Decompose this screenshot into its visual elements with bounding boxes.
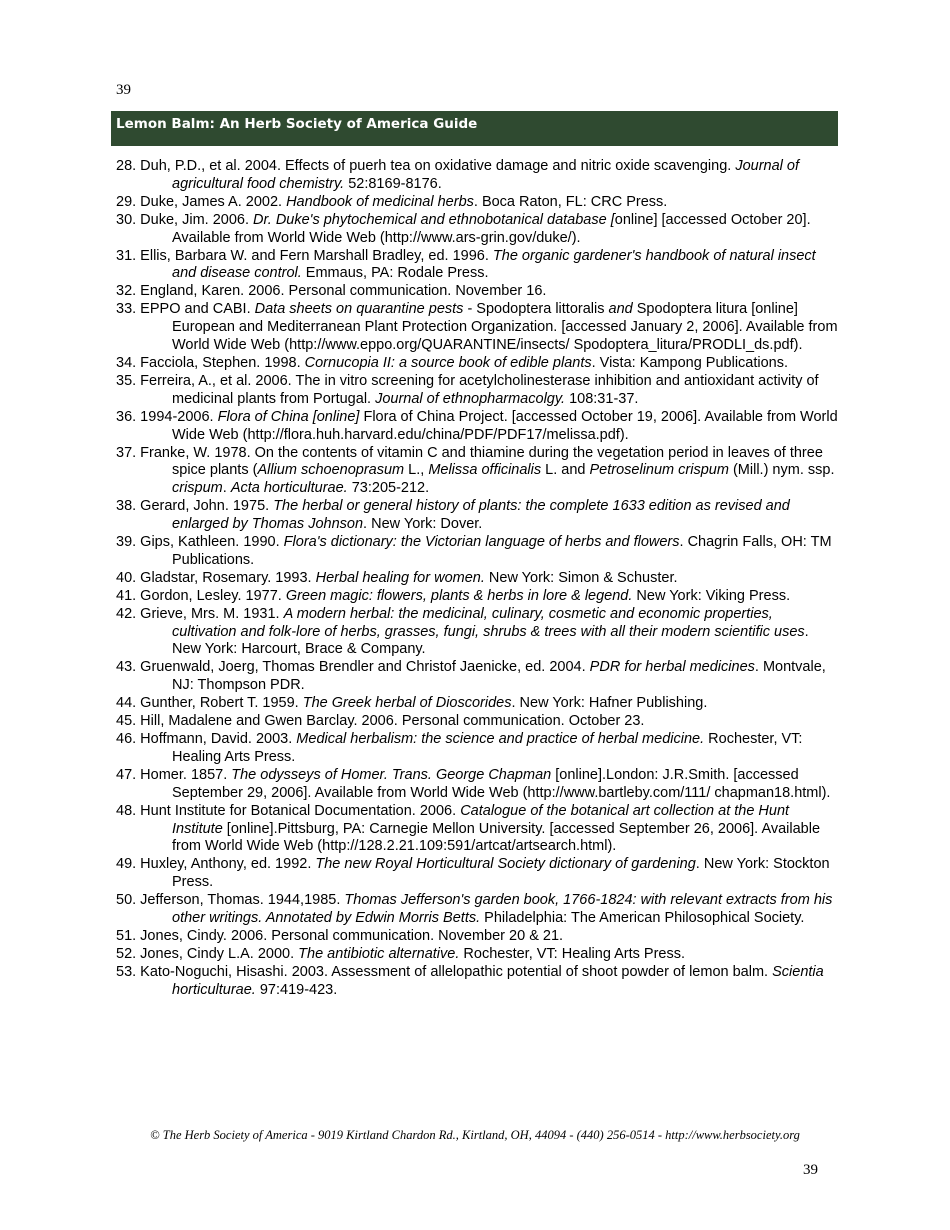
reference-text: Spodoptera litura [online] European and Mediterranean Plant Protection Organization. [accessed January 2, 2006]. Available from World Wide Web (http://www.eppo.org/QUARANTINE/insects/ Spodoptera_litura/PRODLI_ds.pdf). xyxy=(172,301,838,354)
reference-item xyxy=(116,928,838,946)
reference-title-text: Flora of China [online] xyxy=(217,408,360,425)
reference-text: 31. Ellis, Barbara W. and Fern Marshall Bradley, ed. 1996. xyxy=(116,247,493,264)
reference-text: [online].Pittsburg, PA: Carnegie Mellon University. [accessed September 26, 2006]. Available from World Wide Web (http://128.2.21.109:591/artcat/artsearch.html). xyxy=(172,820,821,855)
reference-title-text: Herbal healing for women. xyxy=(315,569,485,586)
header-title: Lemon Balm: An Herb Society of America Guide xyxy=(116,116,478,132)
reference-text: 41. Gordon, Lesley. 1977. xyxy=(116,587,286,604)
reference-text: . New York: Hafner Publishing. xyxy=(511,695,708,712)
reference-item xyxy=(116,194,838,212)
reference-item xyxy=(116,606,838,660)
reference-item xyxy=(116,767,838,803)
reference-text: (Mill.) nym. ssp. xyxy=(728,462,835,479)
reference-list xyxy=(116,158,838,1000)
reference-item xyxy=(116,248,838,284)
reference-text: 53. Kato-Noguchi, Hisashi. 2003. Assessment of allelopathic potential of shoot powder of lemon balm. xyxy=(116,963,773,980)
reference-text: 40. Gladstar, Rosemary. 1993. xyxy=(116,569,316,586)
reference-item xyxy=(116,158,838,194)
reference-text: . Boca Raton, FL: CRC Press. xyxy=(473,193,668,210)
reference-title-text: Data sheets on quarantine pests xyxy=(254,301,464,318)
reference-title-text: crispum xyxy=(172,480,223,497)
reference-title-text: Green magic: flowers, plants & herbs in lore & legend. xyxy=(285,587,633,604)
reference-title-text: Melissa officinalis xyxy=(428,462,542,479)
reference-title-text: and xyxy=(608,301,633,318)
reference-text: . Chagrin Falls, OH: TM Publications. xyxy=(172,534,832,568)
reference-item xyxy=(116,373,838,409)
reference-text: 97:419-423. xyxy=(255,981,338,998)
reference-text: 35. Ferreira, A., et al. 2006. The in vitro screening for acetylcholinesterase inhibition and antioxidant activity of medicinal plants from Portugal. xyxy=(116,372,819,407)
reference-title-text: The organic gardener's handbook of natural insect and disease control. xyxy=(172,247,816,282)
reference-title-text: Acta horticulturae. xyxy=(230,480,348,497)
reference-text: 32. England, Karen. 2006. Personal communication. November 16. xyxy=(116,283,547,300)
reference-item xyxy=(116,355,838,373)
reference-item xyxy=(116,695,838,713)
reference-text: . Montvale, NJ: Thompson PDR. xyxy=(172,659,826,694)
reference-text: [online].London: J.R.Smith. [accessed September 29, 2006]. Available from World Wide Web (http://www.bartleby.com/111/ chapman18.html). xyxy=(172,766,831,801)
reference-text: 108:31-37. xyxy=(565,390,639,407)
reference-text: New York: Simon & Schuster. xyxy=(484,569,678,586)
reference-text: online] [accessed October 20]. Available from World Wide Web (http://www.ars-grin.gov/duke/). xyxy=(172,211,811,246)
reference-text: New York: Viking Press. xyxy=(632,587,791,604)
reference-text: Rochester, VT: Healing Arts Press. xyxy=(459,945,686,962)
reference-item xyxy=(116,534,838,570)
reference-title-text: Scientia horticulturae. xyxy=(172,963,824,998)
reference-text: Flora of China Project. [accessed October 19, 2006]. Available from World Wide Web (http://flora.huh.harvard.edu/china/PDF/PDF17/melissa.pdf). xyxy=(172,408,838,443)
reference-text: 28. Duh, P.D., et al. 2004. Effects of puerh tea on oxidative damage and nitric oxide scavenging. xyxy=(116,158,736,174)
page-number-bottom: 39 xyxy=(803,1162,818,1178)
reference-item xyxy=(116,570,838,588)
footer-copyright: © The Herb Society of America - 9019 Kirtland Chardon Rd., Kirtland, OH, 44094 - (440) 256-0514 - http://www.herbsociety.org xyxy=(150,1128,800,1142)
reference-text: L. and xyxy=(541,462,590,479)
reference-item xyxy=(116,803,838,857)
reference-text: 43. Gruenwald, Joerg, Thomas Brendler and Christof Jaenicke, ed. 2004. xyxy=(116,659,590,676)
reference-text: . New York: Harcourt, Brace & Company. xyxy=(172,623,809,658)
reference-text: 52:8169-8176. xyxy=(344,175,442,192)
reference-text: 50. Jefferson, Thomas. 1944,1985. xyxy=(116,892,345,909)
reference-item xyxy=(116,892,838,928)
reference-item xyxy=(116,713,838,731)
reference-title-text: PDR for herbal medicines xyxy=(589,659,755,676)
reference-text: Rochester, VT: Healing Arts Press. xyxy=(172,731,803,765)
reference-title-text: Catalogue of the botanical art collection at the Hunt Institute xyxy=(172,802,790,837)
reference-title-text: Journal of agricultural food chemistry. xyxy=(172,158,800,192)
reference-text: . Vista: Kampong Publications. xyxy=(591,354,789,371)
reference-text: Emmaus, PA: Rodale Press. xyxy=(301,265,489,282)
reference-title-text: The herbal or general history of plants: the complete 1633 edition as revised and enlarged by Thomas Johnson xyxy=(172,498,790,533)
reference-text: 36. 1994-2006. xyxy=(116,408,218,425)
header-bar xyxy=(111,111,838,146)
reference-title-text: Journal of ethnopharmacolgy. xyxy=(375,390,566,407)
reference-title-text: The Greek herbal of Dioscorides xyxy=(302,695,512,712)
reference-item xyxy=(116,445,838,499)
reference-item xyxy=(116,588,838,606)
reference-item xyxy=(116,856,838,892)
reference-text: Philadelphia: The American Philosophical Society. xyxy=(480,910,805,927)
reference-title-text: The antibiotic alternative. xyxy=(298,945,460,962)
reference-item xyxy=(116,212,838,248)
reference-text: 48. Hunt Institute for Botanical Documentation. 2006. xyxy=(116,802,461,819)
reference-title-text: Flora's dictionary: the Victorian language of herbs and flowers xyxy=(283,534,680,551)
reference-text: - Spodoptera littoralis xyxy=(463,301,609,318)
reference-title-text: Handbook of medicinal herbs xyxy=(286,193,474,210)
reference-item xyxy=(116,731,838,767)
reference-text: 73:205-212. xyxy=(347,480,430,497)
reference-text: 44. Gunther, Robert T. 1959. xyxy=(116,695,303,712)
reference-text: 42. Grieve, Mrs. M. 1931. xyxy=(116,605,284,622)
reference-text: . xyxy=(222,480,231,497)
reference-text: 46. Hoffmann, David. 2003. xyxy=(116,731,297,747)
reference-text: 30. Duke, Jim. 2006. xyxy=(116,211,254,228)
reference-item xyxy=(116,659,838,695)
reference-text: 29. Duke, James A. 2002. xyxy=(116,193,287,210)
reference-title-text: A modern herbal: the medicinal, culinary, cosmetic and economic properties, cultivation and folk-lore of herbs, grasses, fungi, shrubs & trees with all their modern scientific uses xyxy=(172,605,805,640)
reference-text: L., xyxy=(404,462,429,479)
reference-text: 45. Hill, Madalene and Gwen Barclay. 2006. Personal communication. October 23. xyxy=(116,713,645,730)
reference-text: 38. Gerard, John. 1975. xyxy=(116,498,274,515)
reference-text: 47. Homer. 1857. xyxy=(116,766,232,783)
reference-text: . New York: Stockton Press. xyxy=(172,856,830,891)
reference-item xyxy=(116,283,838,301)
reference-text: 39. Gips, Kathleen. 1990. xyxy=(116,534,284,551)
reference-item xyxy=(116,301,838,355)
reference-title-text: Cornucopia II: a source book of edible plants xyxy=(304,354,592,371)
reference-item xyxy=(116,409,838,445)
reference-text: 33. EPPO and CABI. xyxy=(116,301,255,318)
reference-title-text: Medical herbalism: the science and practice of herbal medicine. xyxy=(296,731,705,747)
reference-title-text: Dr. Duke's phytochemical and ethnobotanical database [ xyxy=(253,211,615,228)
reference-title-text: Thomas Jefferson's garden book, 1766-1824: with relevant extracts from his other writings. Annotated by Edwin Morris Betts. xyxy=(172,892,833,927)
reference-title-text: Petroselinum crispum xyxy=(589,462,729,479)
reference-title-text: Allium schoenoprasum xyxy=(257,462,405,479)
reference-text: 51. Jones, Cindy. 2006. Personal communication. November 20 & 21. xyxy=(116,927,564,944)
page-number-top: 39 xyxy=(116,82,131,98)
reference-title-text: The odysseys of Homer. Trans. George Chapman xyxy=(231,766,552,783)
reference-text: 52. Jones, Cindy L.A. 2000. xyxy=(116,945,299,962)
reference-item xyxy=(116,498,838,534)
reference-title-text: The new Royal Horticultural Society dictionary of gardening xyxy=(315,856,696,873)
reference-text: 49. Huxley, Anthony, ed. 1992. xyxy=(116,856,316,873)
reference-text: . New York: Dover. xyxy=(363,516,483,533)
reference-item xyxy=(116,946,838,964)
reference-text: 37. Franke, W. 1978. On the contents of vitamin C and thiamine during the vegetation period in leaves of three spice plants ( xyxy=(116,444,823,479)
reference-text: 34. Facciola, Stephen. 1998. xyxy=(116,354,305,371)
reference-item xyxy=(116,964,838,1000)
